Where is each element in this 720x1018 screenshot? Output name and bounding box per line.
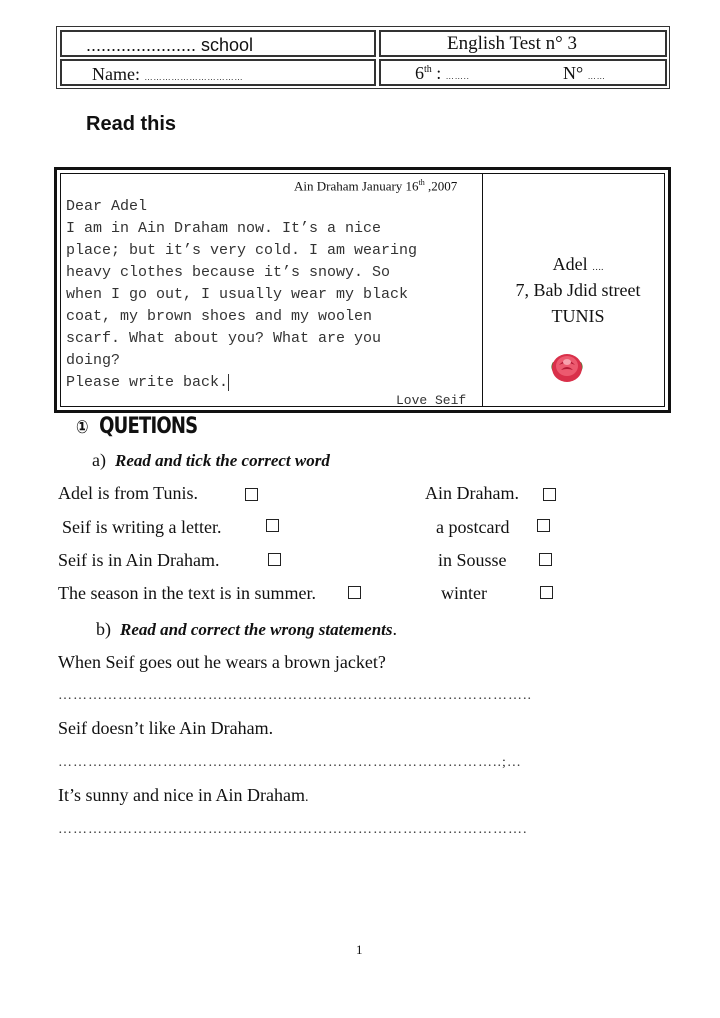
number-label: N° xyxy=(563,63,584,83)
instruction-b xyxy=(96,619,397,640)
test-title-cell xyxy=(379,30,667,57)
grade-colon: : xyxy=(431,63,446,83)
address-name-text: Adel xyxy=(552,254,588,274)
number-field xyxy=(563,63,606,84)
tick-item-right: winter xyxy=(441,583,487,603)
questions-heading xyxy=(76,414,197,439)
statement xyxy=(58,785,308,806)
tick-item-right: in Sousse xyxy=(438,550,507,570)
instruction-a-letter: a) xyxy=(92,450,106,470)
school-cell xyxy=(60,30,376,57)
grade-suffix: th xyxy=(424,64,432,75)
statement: Seif doesn’t like Ain Draham. xyxy=(58,718,274,738)
number-dots: …… xyxy=(587,72,606,81)
checkbox[interactable] xyxy=(540,586,553,599)
letter-line: I am in Ain Draham now. It’s a nice xyxy=(66,220,382,237)
letter-line xyxy=(66,372,417,394)
instruction-b-letter: b) xyxy=(96,619,111,639)
checkbox[interactable] xyxy=(537,519,550,532)
address-street: 7, Bab Jdid street xyxy=(515,280,641,300)
letter-line: heavy clothes because it’s snowy. So xyxy=(66,264,391,281)
letter-signature: Love Seif xyxy=(396,393,467,408)
page-number: 1 xyxy=(356,942,363,957)
checkbox[interactable] xyxy=(543,488,556,501)
questions-title: QUETIONS xyxy=(99,414,198,439)
address-name xyxy=(483,254,673,275)
read-this-heading: Read this xyxy=(86,113,177,135)
address-city: TUNIS xyxy=(551,306,605,326)
grade-cell xyxy=(379,59,667,86)
letter-line: doing? xyxy=(66,352,121,369)
circled-one-icon: ① xyxy=(76,417,88,438)
date-sup: th xyxy=(418,178,425,187)
instruction-a xyxy=(92,450,330,471)
checkbox[interactable] xyxy=(348,586,361,599)
tick-item-text: Adel is from Tunis. xyxy=(58,483,199,503)
tick-item-right: Ain Draham. xyxy=(425,483,519,503)
checkbox[interactable] xyxy=(268,553,281,566)
checkbox[interactable] xyxy=(539,553,552,566)
date-suffix: ,2007 xyxy=(424,178,458,194)
letter-body xyxy=(66,196,417,394)
address-name-dots: …. xyxy=(592,262,604,272)
tick-item-right: a postcard xyxy=(436,517,510,537)
answer-line[interactable]: ……………………………………………………………………………..;… xyxy=(58,755,522,770)
statement: When Seif goes out he wears a brown jacket? xyxy=(58,652,386,672)
header-table xyxy=(56,26,670,89)
letter-line: Dear Adel xyxy=(66,198,148,215)
letter-line: coat, my brown shoes and my woolen xyxy=(66,308,373,325)
letter-date xyxy=(294,178,457,194)
text-cursor xyxy=(228,374,229,391)
instruction-b-period: . xyxy=(392,619,397,639)
rose-icon xyxy=(547,348,587,386)
letter-line: place; but it’s very cold. I am wearing xyxy=(66,242,418,259)
school-label: ...................... school xyxy=(86,35,254,55)
instruction-b-text: Read and correct the wrong statements xyxy=(120,620,393,639)
grade-number: 6 xyxy=(415,63,424,83)
statement-text: It’s sunny and nice in Ain Draham xyxy=(58,785,305,805)
tick-item-left: The season in the text is in summer. xyxy=(58,583,316,603)
letter-last-line: Please write back. xyxy=(66,374,229,391)
checkbox[interactable] xyxy=(245,488,258,501)
tick-item-left xyxy=(58,483,198,504)
statement-period: . xyxy=(304,790,309,805)
name-label: Name: xyxy=(92,64,140,84)
checkbox[interactable] xyxy=(266,519,279,532)
date-prefix: Ain Draham January 16 xyxy=(294,178,419,194)
answer-line[interactable]: …………………………………………………………………………………. xyxy=(58,822,528,837)
name-dots: …………………………… xyxy=(144,73,244,82)
name-field xyxy=(92,64,243,85)
grade-dots: …….. xyxy=(445,72,470,81)
tick-item-left: Seif is in Ain Draham. xyxy=(58,550,220,570)
letter-line: scarf. What about you? What are you xyxy=(66,330,382,347)
instruction-a-text: Read and tick the correct word xyxy=(114,451,330,470)
tick-item-left: Seif is writing a letter. xyxy=(62,517,222,537)
letter-line: when I go out, I usually wear my black xyxy=(66,286,409,303)
test-title: English Test n° 3 xyxy=(447,33,577,54)
name-cell xyxy=(60,59,376,86)
answer-line[interactable]: ………………………………………………………………………………….. xyxy=(58,688,532,703)
grade-field xyxy=(415,63,470,84)
